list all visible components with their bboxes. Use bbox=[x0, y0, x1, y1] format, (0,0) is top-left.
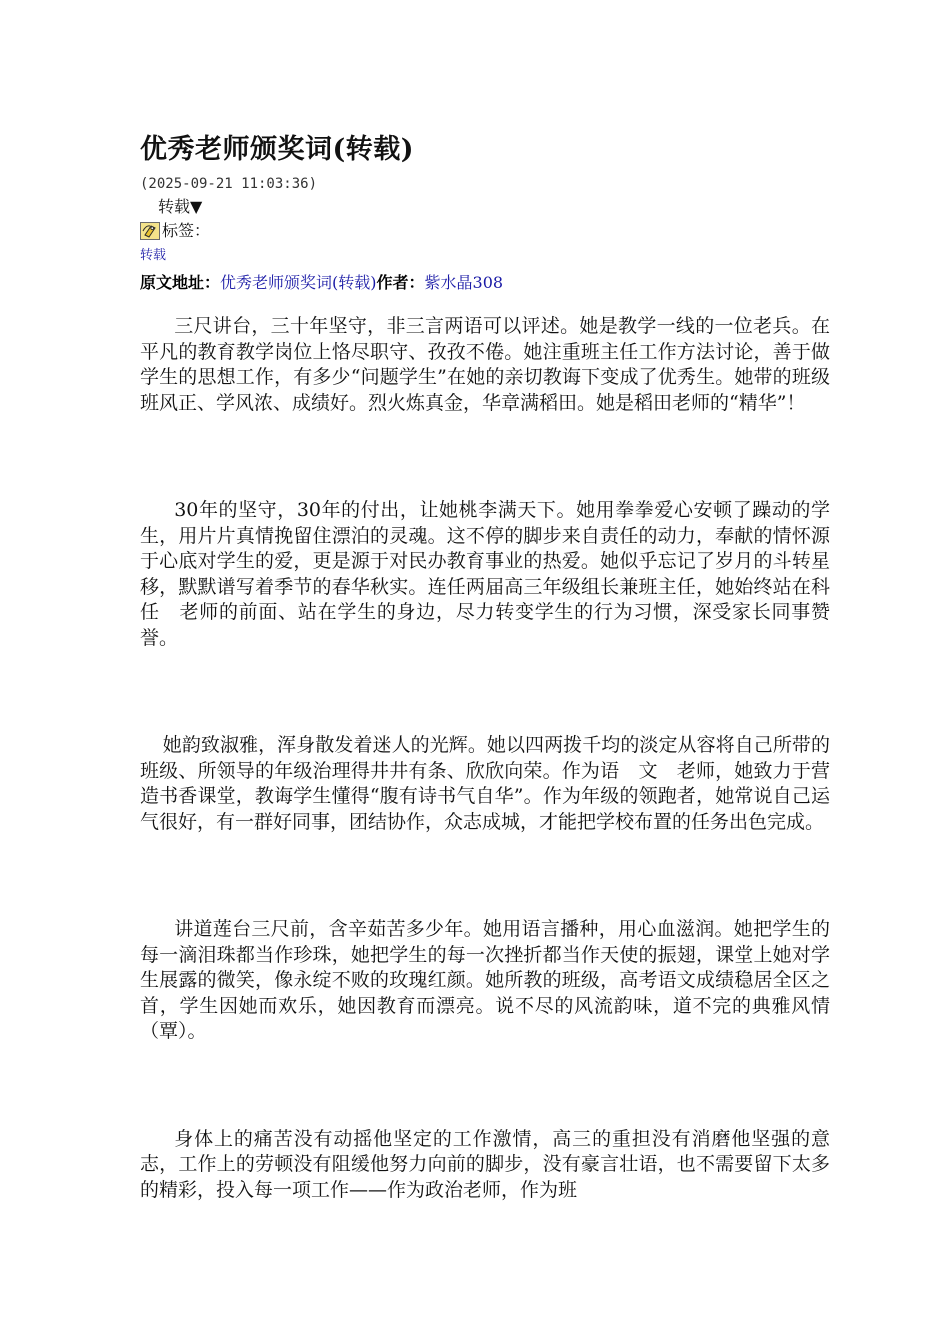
tag-link-repost[interactable]: 转载 bbox=[140, 248, 167, 263]
tags-row bbox=[140, 220, 830, 242]
source-row bbox=[140, 270, 830, 296]
paragraph: 三尺讲台，三十年坚守，非三言两语可以评述。她是教学一线的一位老兵。在平凡的教育教学岗位上恪尽职守、孜孜不倦。她注重班主任工作方法讨论，善于做学生的思想工作，有多少“问题学生”在她的亲切教诲下变成了优秀生。她带的班级班风正、学风浓、成绩好。烈火炼真金，华章满稻田。她是稻田老师的“精华”！ bbox=[140, 315, 830, 414]
paragraph: 30年的坚守，30年的付出，让她桃李满天下。她用拳拳爱心安顿了躁动的学生，用片片真情挽留住漂泊的灵魂。这不停的脚步来自责任的动力，奉献的情怀源于心底对学生的爱，更是源于对民办教育事业的热爱。她似乎忘记了岁月的斗转星移，默默谱写着季节的春华秋实。连任两届高三年级组长兼班主任，她始终站在科 任 老师的前面、站在学生的身边，尽力转变学生的行为习惯，深受家长同事赞誉。 bbox=[140, 499, 850, 649]
source-label: 原文地址： bbox=[140, 273, 221, 292]
repost-dropdown[interactable]: 转载▼ bbox=[158, 197, 203, 216]
article-title: 优秀老师颁奖词(转载) bbox=[140, 134, 415, 165]
paragraph: 身体上的痛苦没有动摇他坚定的工作激情，高三的重担没有消磨他坚强的意志，工作上的劳顿没有阻缓他努力向前的脚步，没有豪言壮语，也不需要留下太多的精彩，投入每一项工作——作为政治老师，作为班 bbox=[140, 1127, 830, 1201]
paragraph: 她韵致淑雅，浑身散发着迷人的光辉。她以四两拨千均的淡定从容将自己所带的班级、所领导的年级治理得井井有条、欣欣向荣。作为语 文 老师，她致力于营造书香课堂，教诲学生懂得“腹有诗书气自华”。作为年级的领跑者，她常说自己运气很好，有一群好同事，团结协作，众志成城，才能把学校布置的任务出色完成。 bbox=[140, 734, 830, 833]
article-timestamp: (2025-09-21 11:03:36) bbox=[140, 176, 318, 192]
author-link[interactable]: 紫水晶308 bbox=[424, 273, 504, 292]
tags-label: 标签： bbox=[162, 221, 211, 240]
tag-icon bbox=[140, 222, 160, 240]
source-link[interactable]: 优秀老师颁奖词(转载) bbox=[220, 273, 377, 292]
author-label: 作者： bbox=[376, 273, 425, 292]
paragraph: 讲道莲台三尺前，含辛茹苦多少年。她用语言播种，用心血滋润。她把学生的每一滴泪珠都当作珍珠，她把学生的每一次挫折都当作天使的振翅，课堂上她对学生展露的微笑，像永绽不败的玫瑰红颜。她所教的班级，高考语文成绩稳居全区之首，学生因她而欢乐，她因教育而漂亮。说不尽的风流韵味，道不完的典雅风情（覃）。 bbox=[140, 918, 830, 1042]
article-container bbox=[140, 130, 850, 1203]
